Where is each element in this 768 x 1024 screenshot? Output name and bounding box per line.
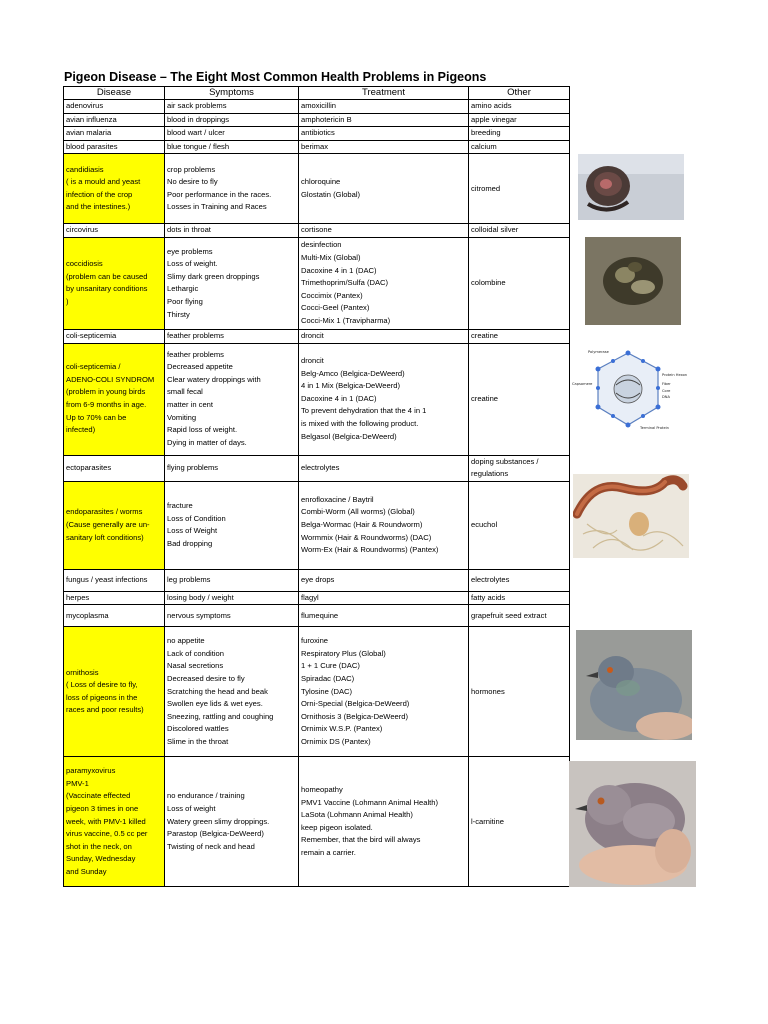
symptoms-line: Decreased desire to fly bbox=[167, 673, 245, 683]
cell-treatment bbox=[299, 329, 469, 343]
diagram-label-capsomere: Capsomere bbox=[572, 382, 593, 386]
cell-treatment bbox=[299, 154, 469, 224]
disease-line: Sunday, Wednesday bbox=[66, 854, 136, 864]
treatment-line: Remember, that the bird will always bbox=[301, 835, 421, 845]
symptoms-line: Bad dropping bbox=[167, 538, 213, 548]
disease-line: virus vaccine, 0.5 cc per bbox=[66, 829, 148, 839]
table-row bbox=[64, 343, 570, 455]
treatment-line: amoxicillin bbox=[301, 101, 337, 110]
treatment-line: droncit bbox=[301, 330, 324, 340]
cell-symptoms bbox=[165, 591, 299, 605]
other-line: regulations bbox=[471, 469, 509, 479]
treatment-line: Glostatin (Global) bbox=[301, 189, 361, 199]
cell-other bbox=[469, 113, 570, 127]
diagram-label-fiber: Fiber bbox=[662, 382, 671, 386]
treatment-line: Cocci-Mix 1 (Travipharma) bbox=[301, 315, 391, 325]
symptoms-line: Losses in Training and Races bbox=[167, 202, 267, 212]
disease-line: adenovirus bbox=[66, 101, 104, 110]
treatment-line: LaSota (Lohmann Animal Health) bbox=[301, 810, 413, 820]
diagram-label-hexon: Protein Hexon bbox=[662, 373, 688, 377]
treatment-line: remain a carrier. bbox=[301, 848, 356, 858]
cell-symptoms bbox=[165, 569, 299, 591]
symptoms-line: Swollen eye lids & wet eyes. bbox=[167, 699, 263, 709]
other-line: creatine bbox=[471, 330, 499, 340]
treatment-line: Trimethoprim/Sulfa (DAC) bbox=[301, 278, 389, 288]
treatment-line: Wormmix (Hair & Roundworms) (DAC) bbox=[301, 532, 432, 542]
other-line: creatine bbox=[471, 393, 499, 403]
cell-other bbox=[469, 100, 570, 114]
disease-line: loss of pigeons in the bbox=[66, 692, 138, 702]
disease-line: mycoplasma bbox=[66, 610, 109, 620]
table-row bbox=[64, 127, 570, 141]
treatment-line: Coccimix (Pantex) bbox=[301, 290, 363, 300]
cell-treatment bbox=[299, 100, 469, 114]
treatment-line: furoxine bbox=[301, 636, 329, 646]
symptoms-line: Nasal secretions bbox=[167, 661, 224, 671]
treatment-line: desinfection bbox=[301, 240, 342, 250]
cell-other bbox=[469, 569, 570, 591]
symptoms-line: nervous symptoms bbox=[167, 610, 231, 620]
symptoms-line: Slime in the throat bbox=[167, 736, 229, 746]
symptoms-line: flying problems bbox=[167, 462, 219, 472]
other-line: colombine bbox=[471, 278, 506, 288]
treatment-line: Spiradac (DAC) bbox=[301, 673, 355, 683]
symptoms-line: no appetite bbox=[167, 636, 205, 646]
treatment-line: Orni-Special (Belgica-DeWeerd) bbox=[301, 699, 410, 709]
disease-line: and the intestines.) bbox=[66, 202, 131, 212]
treatment-line: droncit bbox=[301, 355, 324, 365]
symptoms-line: Sneezing, rattling and coughing bbox=[167, 711, 274, 721]
treatment-line: Combi-Worm (All worms) (Global) bbox=[301, 507, 415, 517]
symptoms-line: Poor performance in the races. bbox=[167, 189, 272, 199]
treatment-line: Dacoxine 4 in 1 (DAC) bbox=[301, 265, 377, 275]
table-row bbox=[64, 591, 570, 605]
disease-line: sanitary loft conditions) bbox=[66, 532, 144, 542]
treatment-line: Belgasol (Belgica-DeWeerd) bbox=[301, 431, 397, 441]
worms-photo bbox=[573, 474, 689, 558]
table-row bbox=[64, 140, 570, 154]
symptoms-line: Dying in matter of days. bbox=[167, 437, 247, 447]
table-row bbox=[64, 627, 570, 757]
cell-other bbox=[469, 329, 570, 343]
cell-treatment bbox=[299, 224, 469, 238]
symptoms-line: Decreased appetite bbox=[167, 362, 233, 372]
disease-line: circovirus bbox=[66, 225, 99, 235]
table-header-row bbox=[64, 87, 570, 100]
treatment-line: Belga-Wormac (Hair & Roundworm) bbox=[301, 519, 423, 529]
diagram-label-dna: DNA bbox=[662, 395, 670, 399]
header-treatment: Treatment bbox=[299, 87, 469, 100]
table-row bbox=[64, 757, 570, 887]
treatment-line: Ornimix DS (Pantex) bbox=[301, 736, 371, 746]
symptoms-line: fracture bbox=[167, 501, 193, 511]
treatment-line: Worm-Ex (Hair & Roundworms) (Pantex) bbox=[301, 545, 439, 555]
other-line: fatty acids bbox=[471, 592, 506, 602]
disease-line: week, with PMV-1 killed bbox=[66, 816, 146, 826]
cell-other bbox=[469, 605, 570, 627]
table-row bbox=[64, 605, 570, 627]
cell-symptoms bbox=[165, 455, 299, 481]
header-symptoms: Symptoms bbox=[165, 87, 299, 100]
symptoms-line: feather problems bbox=[167, 330, 224, 340]
disease-line: coccidiosis bbox=[66, 259, 103, 269]
cell-treatment bbox=[299, 591, 469, 605]
symptoms-line: eye problems bbox=[167, 246, 213, 256]
table-row bbox=[64, 455, 570, 481]
disease-line: PMV-1 bbox=[66, 778, 89, 788]
other-line: calcium bbox=[471, 141, 497, 151]
table-row bbox=[64, 569, 570, 591]
treatment-line: Cocci-Geel (Pantex) bbox=[301, 303, 370, 313]
disease-line: and Sunday bbox=[66, 866, 107, 876]
symptoms-line: matter in cent bbox=[167, 400, 214, 410]
cell-symptoms bbox=[165, 140, 299, 154]
disease-line: paramyxovirus bbox=[66, 766, 116, 776]
treatment-line: Dacoxine 4 in 1 (DAC) bbox=[301, 393, 377, 403]
other-line: hormones bbox=[471, 686, 505, 696]
symptoms-line: Scratching the head and beak bbox=[167, 686, 268, 696]
disease-line: (Cause generally are un- bbox=[66, 519, 150, 529]
treatment-line: 4 in 1 Mix (Belgica-DeWeerd) bbox=[301, 381, 401, 391]
disease-line: ADENO-COLI SYNDROM bbox=[66, 374, 155, 384]
cell-symptoms bbox=[165, 329, 299, 343]
disease-line: infection of the crop bbox=[66, 189, 133, 199]
disease-line: ornithosis bbox=[66, 667, 99, 677]
symptoms-line: Loss of weight. bbox=[167, 259, 218, 269]
treatment-line: Ornithosis 3 (Belgica-DeWeerd) bbox=[301, 711, 409, 721]
cell-disease bbox=[64, 481, 165, 569]
cell-symptoms bbox=[165, 127, 299, 141]
cell-treatment bbox=[299, 481, 469, 569]
disease-line: endoparasites / worms bbox=[66, 507, 143, 517]
cell-treatment bbox=[299, 237, 469, 329]
cell-treatment bbox=[299, 569, 469, 591]
symptoms-line: Thirsty bbox=[167, 309, 190, 319]
symptoms-line: air sack problems bbox=[167, 101, 227, 110]
cell-other bbox=[469, 627, 570, 757]
treatment-line: chloroquine bbox=[301, 177, 341, 187]
cell-other bbox=[469, 591, 570, 605]
treatment-line: keep pigeon isolated. bbox=[301, 822, 373, 832]
cell-disease bbox=[64, 329, 165, 343]
other-line: apple vinegar bbox=[471, 114, 517, 124]
symptoms-line: blood in droppings bbox=[167, 114, 230, 124]
symptoms-line: Vomiting bbox=[167, 412, 197, 422]
disease-line: infected) bbox=[66, 425, 96, 435]
cell-symptoms bbox=[165, 605, 299, 627]
cell-other bbox=[469, 224, 570, 238]
cell-treatment bbox=[299, 757, 469, 887]
table-row bbox=[64, 154, 570, 224]
cell-disease bbox=[64, 127, 165, 141]
table-row bbox=[64, 100, 570, 114]
disease-table bbox=[63, 86, 570, 887]
disease-line: ( is a mould and yeast bbox=[66, 177, 141, 187]
symptoms-line: No desire to fly bbox=[167, 177, 218, 187]
table-row bbox=[64, 113, 570, 127]
symptoms-line: leg problems bbox=[167, 574, 211, 584]
treatment-line: Respiratory Plus (Global) bbox=[301, 648, 386, 658]
disease-line: candidiasis bbox=[66, 164, 104, 174]
cell-disease bbox=[64, 569, 165, 591]
cell-disease bbox=[64, 343, 165, 455]
disease-line: pigeon 3 times in one bbox=[66, 803, 139, 813]
cell-disease bbox=[64, 154, 165, 224]
treatment-line: flumequine bbox=[301, 610, 339, 620]
symptoms-line: Parastop (Belgica-DeWeerd) bbox=[167, 829, 264, 839]
cell-disease bbox=[64, 237, 165, 329]
symptoms-line: small fecal bbox=[167, 387, 203, 397]
symptoms-line: dots in throat bbox=[167, 225, 211, 235]
cell-symptoms bbox=[165, 481, 299, 569]
header-disease: Disease bbox=[64, 87, 165, 100]
cell-treatment bbox=[299, 113, 469, 127]
cell-disease bbox=[64, 455, 165, 481]
cell-disease bbox=[64, 140, 165, 154]
cell-symptoms bbox=[165, 627, 299, 757]
symptoms-line: losing body / weight bbox=[167, 592, 234, 602]
adenovirus-diagram bbox=[570, 345, 688, 433]
cell-treatment bbox=[299, 605, 469, 627]
cell-disease bbox=[64, 591, 165, 605]
droppings-photo bbox=[585, 237, 681, 325]
other-line: doping substances / bbox=[471, 456, 539, 466]
cell-other bbox=[469, 481, 570, 569]
treatment-line: Ornimix W.S.P. (Pantex) bbox=[301, 724, 383, 734]
treatment-line: flagyl bbox=[301, 592, 319, 602]
crop-photo bbox=[578, 154, 684, 220]
other-line: breeding bbox=[471, 128, 501, 138]
symptoms-line: Loss of Condition bbox=[167, 513, 226, 523]
symptoms-line: Clear watery droppings with bbox=[167, 374, 261, 384]
symptoms-line: no endurance / training bbox=[167, 791, 245, 801]
cell-other bbox=[469, 140, 570, 154]
diagram-label-polymerase: Polymerase bbox=[588, 350, 609, 354]
symptoms-line: crop problems bbox=[167, 164, 216, 174]
treatment-line: 1 + 1 Cure (DAC) bbox=[301, 661, 360, 671]
cell-treatment bbox=[299, 127, 469, 141]
symptoms-line: blood wart / ulcer bbox=[167, 128, 225, 138]
treatment-line: PMV1 Vaccine (Lohmann Animal Health) bbox=[301, 797, 439, 807]
treatment-line: Tylosine (DAC) bbox=[301, 686, 353, 696]
cell-other bbox=[469, 343, 570, 455]
disease-line: (Vaccinate effected bbox=[66, 791, 131, 801]
cell-other bbox=[469, 757, 570, 887]
cell-disease bbox=[64, 757, 165, 887]
symptoms-line: Loss of Weight bbox=[167, 526, 218, 536]
diagram-label-core: Core bbox=[662, 389, 671, 393]
symptoms-line: Loss of weight bbox=[167, 803, 216, 813]
disease-line: (problem can be caused bbox=[66, 271, 148, 281]
cell-disease bbox=[64, 224, 165, 238]
cell-symptoms bbox=[165, 343, 299, 455]
disease-line: from 6-9 months in age. bbox=[66, 400, 147, 410]
cell-disease bbox=[64, 627, 165, 757]
other-line: electrolytes bbox=[471, 574, 510, 584]
table-row bbox=[64, 481, 570, 569]
pigeon-photo-1 bbox=[576, 630, 692, 740]
treatment-line: is mixed with the following product. bbox=[301, 418, 419, 428]
other-line: ecuchol bbox=[471, 519, 498, 529]
disease-line: (problem in young birds bbox=[66, 387, 146, 397]
cell-treatment bbox=[299, 627, 469, 757]
page-title: Pigeon Disease – The Eight Most Common Health Problems in Pigeons bbox=[64, 70, 487, 84]
symptoms-line: Lack of condition bbox=[167, 648, 224, 658]
cell-disease bbox=[64, 605, 165, 627]
pigeon-photo-2 bbox=[569, 761, 696, 887]
diagram-label-terminal-protein: Terminal Protein bbox=[640, 426, 669, 430]
disease-line: coli-septicemia / bbox=[66, 362, 121, 372]
table-row bbox=[64, 237, 570, 329]
treatment-line: cortisone bbox=[301, 225, 332, 235]
cell-symptoms bbox=[165, 113, 299, 127]
cell-other bbox=[469, 154, 570, 224]
disease-line: avian malaria bbox=[66, 128, 112, 138]
treatment-line: berimax bbox=[301, 141, 329, 151]
disease-line: by unsanitary conditions bbox=[66, 284, 148, 294]
disease-line: herpes bbox=[66, 592, 90, 602]
other-line: citromed bbox=[471, 183, 501, 193]
disease-line: ectoparasites bbox=[66, 462, 112, 472]
symptoms-line: Twisting of neck and head bbox=[167, 841, 255, 851]
treatment-line: antibiotics bbox=[301, 128, 335, 138]
disease-line: fungus / yeast infections bbox=[66, 574, 148, 584]
cell-other bbox=[469, 127, 570, 141]
treatment-line: Multi-Mix (Global) bbox=[301, 252, 361, 262]
cell-treatment bbox=[299, 455, 469, 481]
symptoms-line: Discolored wattles bbox=[167, 724, 229, 734]
symptoms-line: Lethargic bbox=[167, 284, 199, 294]
cell-other bbox=[469, 455, 570, 481]
disease-line: ( Loss of desire to fly, bbox=[66, 680, 138, 690]
symptoms-line: Slimy dark green droppings bbox=[167, 271, 260, 281]
disease-line: coli-septicemia bbox=[66, 330, 117, 340]
disease-line: Up to 70% can be bbox=[66, 412, 127, 422]
cell-symptoms bbox=[165, 100, 299, 114]
disease-line: blood parasites bbox=[66, 141, 118, 151]
cell-treatment bbox=[299, 140, 469, 154]
symptoms-line: Rapid loss of weight. bbox=[167, 425, 238, 435]
disease-line: avian influenza bbox=[66, 114, 117, 124]
other-line: amino acids bbox=[471, 101, 512, 110]
cell-treatment bbox=[299, 343, 469, 455]
table-row bbox=[64, 224, 570, 238]
symptoms-line: Poor flying bbox=[167, 297, 203, 307]
table-row bbox=[64, 329, 570, 343]
treatment-line: amphotericin B bbox=[301, 114, 352, 124]
header-other: Other bbox=[469, 87, 570, 100]
treatment-line: To prevent dehydration that the 4 in 1 bbox=[301, 406, 427, 416]
disease-line: ) bbox=[66, 297, 69, 307]
treatment-line: homeopathy bbox=[301, 785, 343, 795]
symptoms-line: feather problems bbox=[167, 349, 224, 359]
disease-line: races and poor results) bbox=[66, 705, 144, 715]
other-line: colloidal silver bbox=[471, 225, 519, 235]
cell-symptoms bbox=[165, 757, 299, 887]
symptoms-line: blue tongue / flesh bbox=[167, 141, 230, 151]
cell-other bbox=[469, 237, 570, 329]
cell-disease bbox=[64, 100, 165, 114]
other-line: grapefruit seed extract bbox=[471, 610, 547, 620]
symptoms-line: Watery green slimy droppings. bbox=[167, 816, 270, 826]
cell-symptoms bbox=[165, 224, 299, 238]
other-line: l-carnitine bbox=[471, 816, 504, 826]
disease-line: shot in the neck, on bbox=[66, 841, 132, 851]
treatment-line: enrofloxacine / Baytril bbox=[301, 494, 374, 504]
cell-symptoms bbox=[165, 237, 299, 329]
treatment-line: electrolytes bbox=[301, 462, 340, 472]
cell-symptoms bbox=[165, 154, 299, 224]
treatment-line: eye drops bbox=[301, 574, 335, 584]
treatment-line: Belg-Amco (Belgica-DeWeerd) bbox=[301, 368, 405, 378]
cell-disease bbox=[64, 113, 165, 127]
